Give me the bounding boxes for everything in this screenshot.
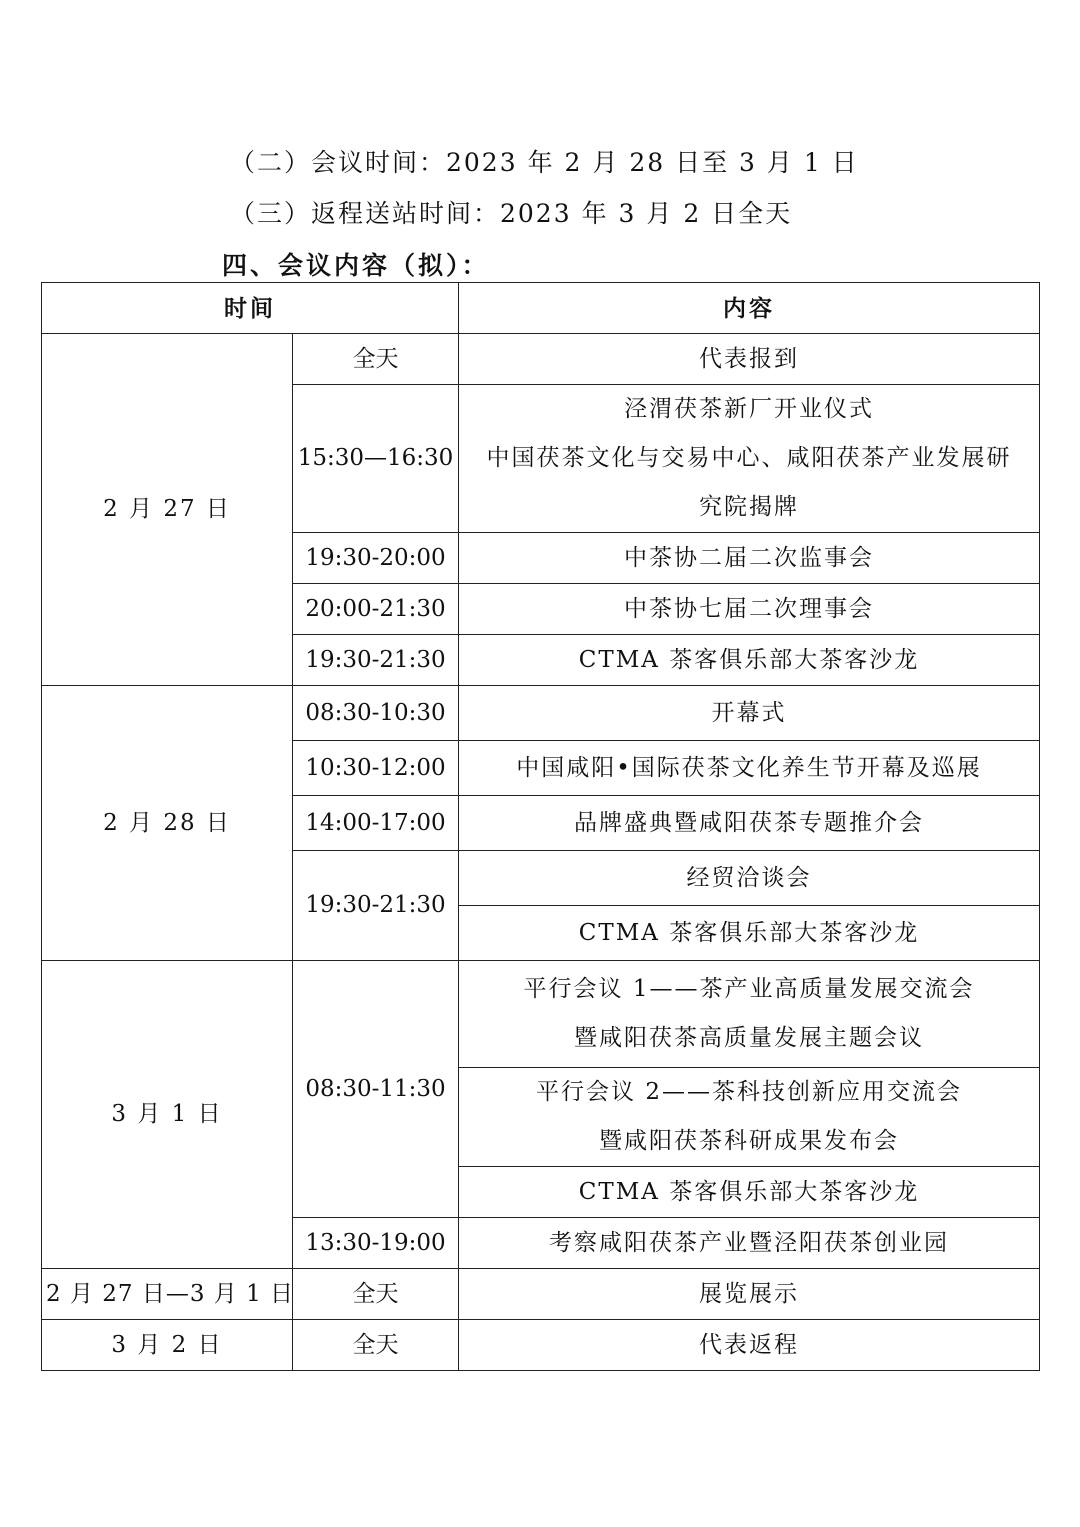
time-cell: 19:30-21:30 — [293, 851, 459, 961]
content-cell: 代表返程 — [459, 1320, 1040, 1371]
table-header-row — [42, 283, 1040, 334]
content-cell: 中茶协七届二次理事会 — [459, 584, 1040, 635]
content-cell: CTMA 茶客俱乐部大茶客沙龙 — [459, 635, 1040, 686]
section-title: 四、会议内容（拟）： — [222, 251, 490, 280]
date-cell: 3 月 2 日 — [42, 1320, 293, 1371]
header-time: 时间 — [42, 283, 459, 334]
content-cell: CTMA 茶客俱乐部大茶客沙龙 — [459, 1167, 1040, 1218]
content-cell — [459, 961, 1040, 1068]
content-cell: 代表报到 — [459, 334, 1040, 385]
time-cell: 10:30-12:00 — [293, 741, 459, 796]
content-line: 泾渭茯茶新厂开业仪式 — [624, 396, 874, 422]
time-cell: 全天 — [293, 1269, 459, 1320]
table-row — [42, 1320, 1040, 1371]
content-cell: 中茶协二届二次监事会 — [459, 533, 1040, 584]
date-cell: 2 月 27 日—3 月 1 日 — [42, 1269, 293, 1320]
content-line: 平行会议 1——茶产业高质量发展交流会 — [523, 976, 975, 1002]
schedule-table — [41, 282, 1040, 1371]
time-cell: 全天 — [293, 1320, 459, 1371]
table-row — [42, 334, 1040, 385]
content-cell: 开幕式 — [459, 686, 1040, 741]
table-row — [42, 961, 1040, 1068]
content-cell: 考察咸阳茯茶产业暨泾阳茯茶创业园 — [459, 1218, 1040, 1269]
content-cell: 品牌盛典暨咸阳茯茶专题推介会 — [459, 796, 1040, 851]
time-cell: 19:30-21:30 — [293, 635, 459, 686]
content-cell: 中国咸阳•国际茯茶文化养生节开幕及巡展 — [459, 741, 1040, 796]
time-cell: 13:30-19:00 — [293, 1218, 459, 1269]
header-content: 内容 — [459, 283, 1040, 334]
date-cell: 3 月 1 日 — [42, 961, 293, 1269]
content-line: 暨咸阳茯茶高质量发展主题会议 — [574, 1025, 924, 1051]
time-cell: 08:30-11:30 — [293, 961, 459, 1218]
date-cell: 2 月 28 日 — [42, 686, 293, 961]
table-row — [42, 686, 1040, 741]
meeting-time-line: （二）会议时间：2023 年 2 月 28 日至 3 月 1 日 — [230, 148, 859, 177]
time-cell: 14:00-17:00 — [293, 796, 459, 851]
content-line: 究院揭牌 — [699, 494, 799, 520]
return-time-line: （三）返程送站时间：2023 年 3 月 2 日全天 — [230, 199, 793, 228]
content-cell — [459, 385, 1040, 533]
time-cell: 15:30—16:30 — [293, 385, 459, 533]
time-cell: 20:00-21:30 — [293, 584, 459, 635]
content-line: 平行会议 2——茶科技创新应用交流会 — [536, 1079, 962, 1105]
content-cell: 经贸洽谈会 — [459, 851, 1040, 906]
time-cell: 08:30-10:30 — [293, 686, 459, 741]
content-cell — [459, 1068, 1040, 1167]
table-row — [42, 1269, 1040, 1320]
content-cell: 展览展示 — [459, 1269, 1040, 1320]
content-line: 暨咸阳茯茶科研成果发布会 — [599, 1128, 899, 1154]
content-cell: CTMA 茶客俱乐部大茶客沙龙 — [459, 906, 1040, 961]
time-cell: 全天 — [293, 334, 459, 385]
date-cell: 2 月 27 日 — [42, 334, 293, 686]
time-cell: 19:30-20:00 — [293, 533, 459, 584]
content-line: 中国茯茶文化与交易中心、咸阳茯茶产业发展研 — [486, 445, 1012, 471]
